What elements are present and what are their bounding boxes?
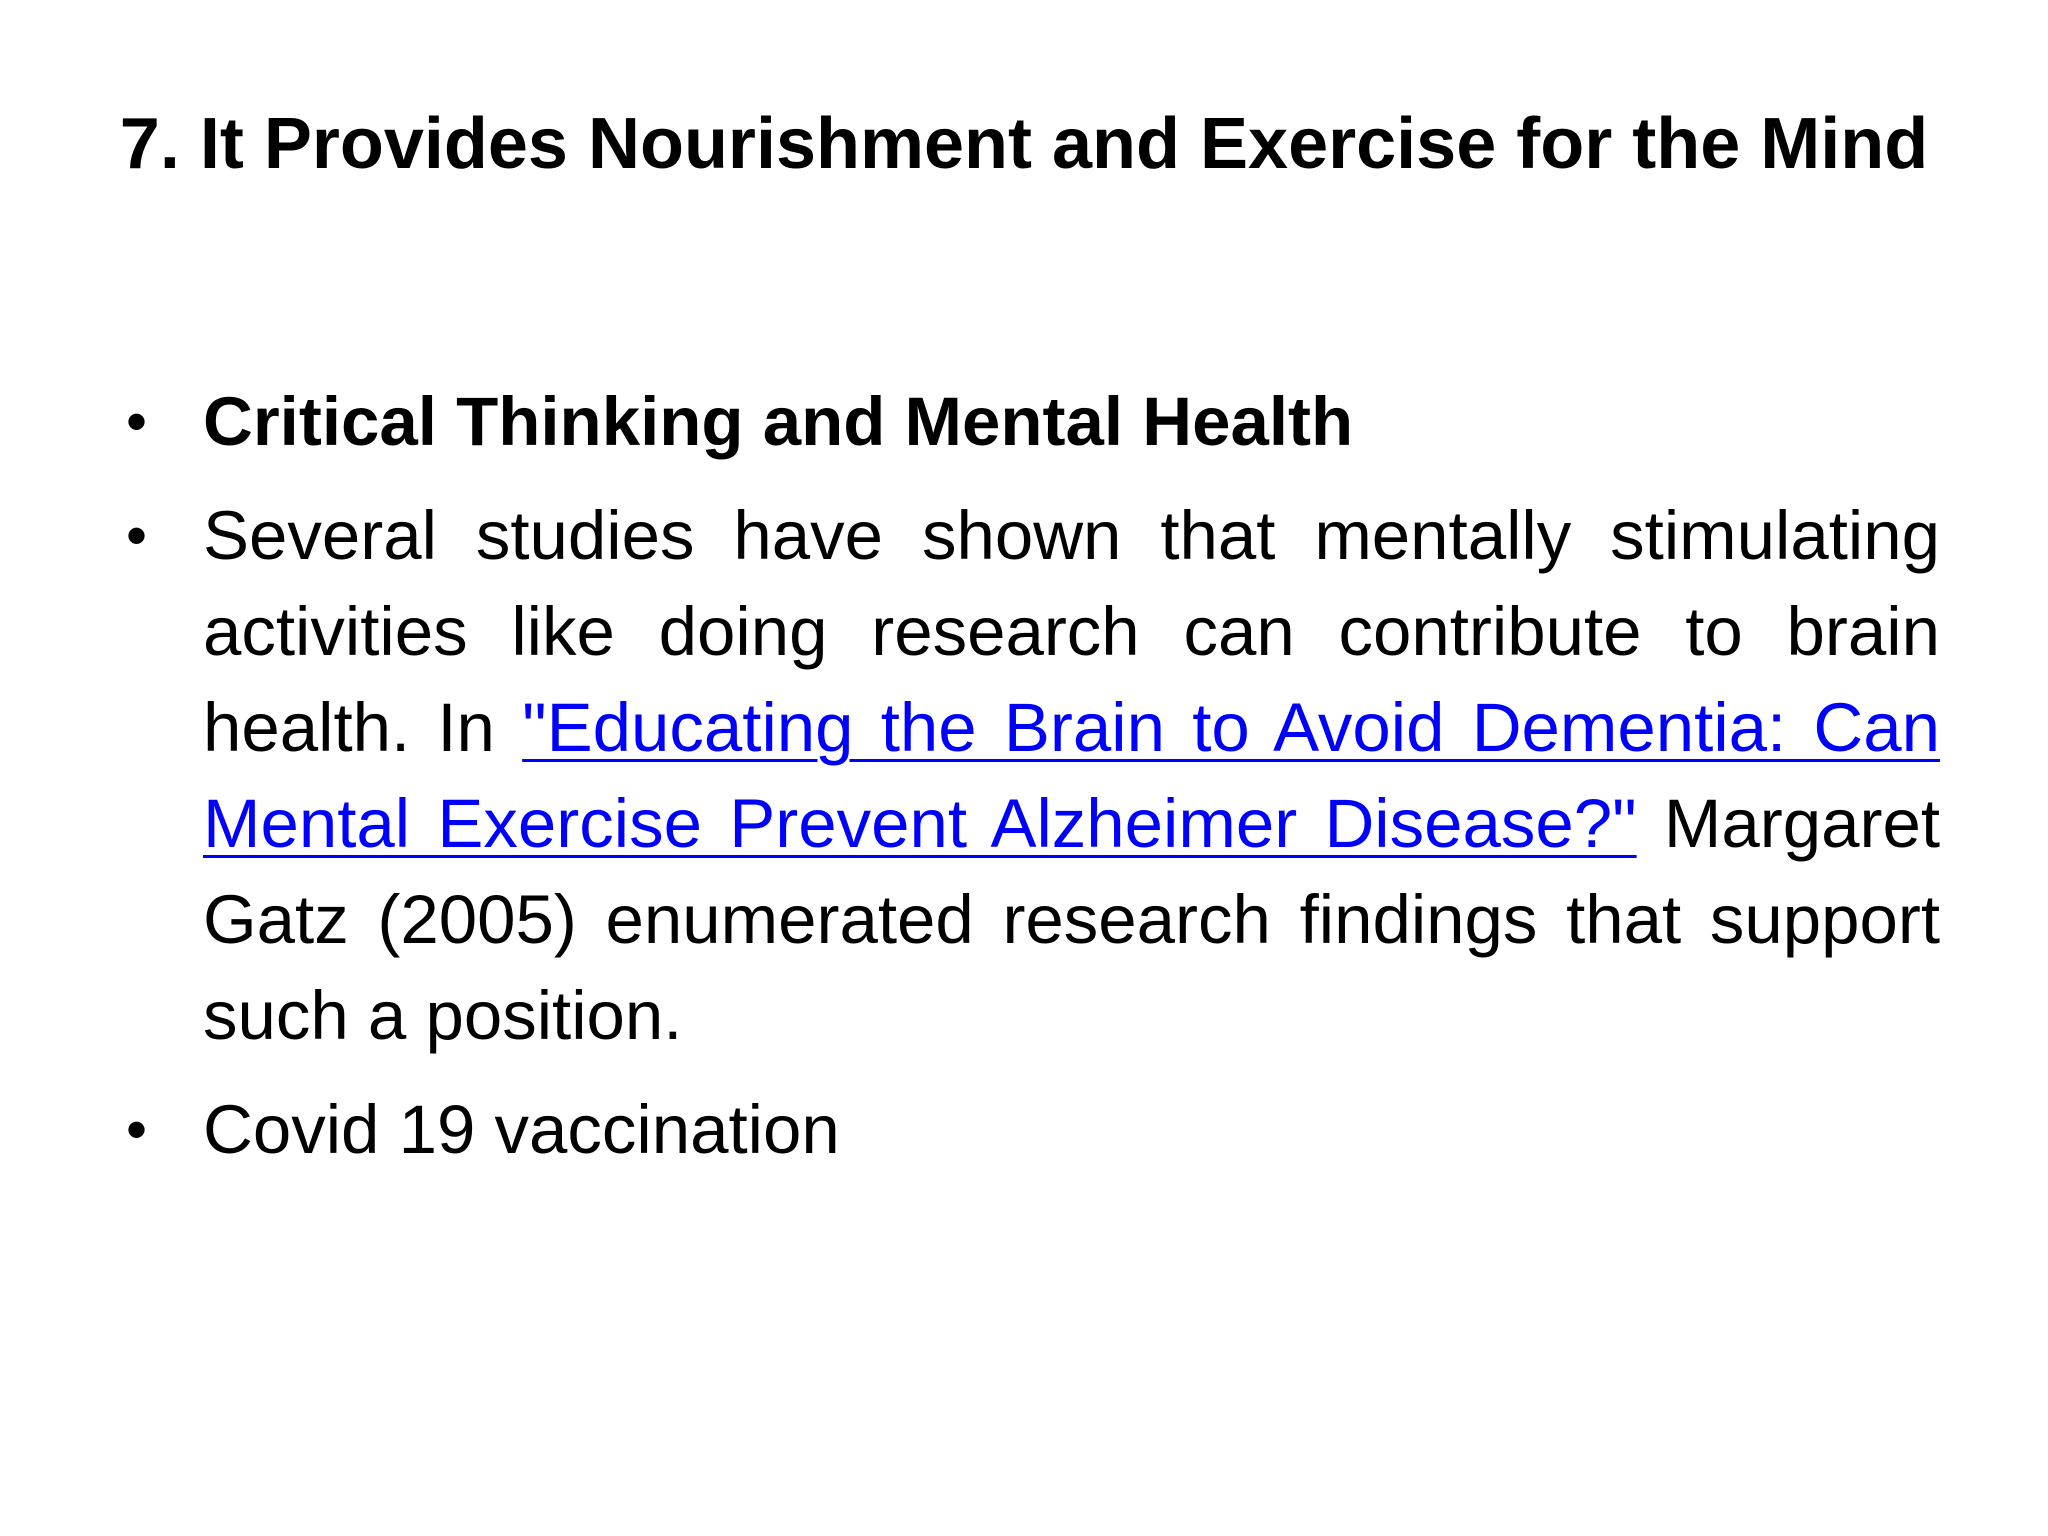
bullet-heading-text: Critical Thinking and Mental Health: [203, 383, 1354, 460]
paragraph-text-after-link: Margaret Gatz (2005) enumerated research findings that support such a position.: [203, 785, 1940, 1054]
bullet-icon: •: [126, 388, 148, 455]
bullet-item-critical-thinking: [120, 374, 1940, 470]
paragraph-text-before-link: Several studies have shown that mentally stimulating activities like doing research can contribute to brain health. In: [203, 497, 1940, 766]
bullet-item-studies: [120, 488, 1940, 1064]
bullet-list: [120, 374, 1940, 1196]
bullet-item-covid: [120, 1082, 1940, 1178]
bullet-icon: •: [126, 502, 148, 569]
bullet-paragraph: [203, 497, 1940, 1054]
bullet-covid-text: Covid 19 vaccination: [203, 1091, 840, 1168]
slide-title: 7. It Provides Nourishment and Exercise for the Mind: [119, 104, 1929, 184]
bullet-icon: •: [126, 1096, 148, 1163]
article-link[interactable]: "Educating the Brain to Avoid Dementia: Can Mental Exercise Prevent Alzheimer Disease?": [203, 689, 1940, 862]
